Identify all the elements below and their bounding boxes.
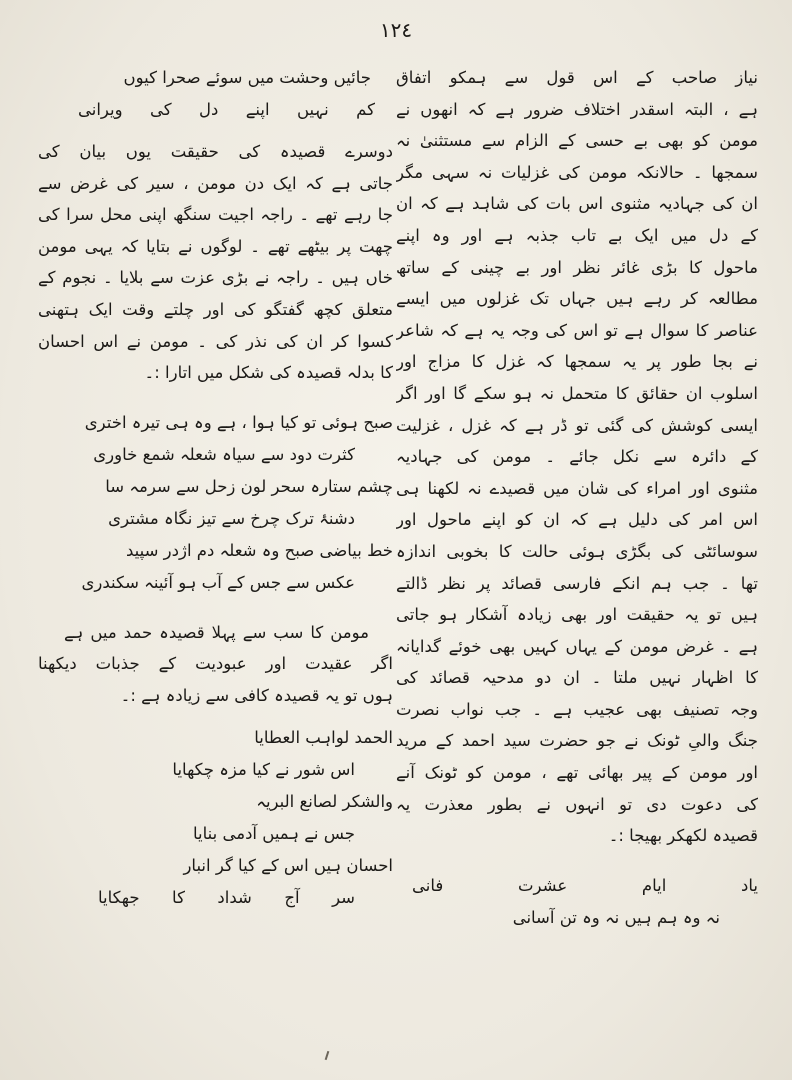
right-column: [396, 62, 758, 934]
verse-first: الحمد لواہب العطایا: [254, 727, 393, 747]
prose-line: اور مومن کے پیر بھائی تھے ، مومن کو ٹونک آنے: [396, 763, 758, 783]
prose-line: کی دعوت دی تو انہوں نے بطور معذرت یہ: [396, 794, 758, 814]
left-column: [38, 62, 393, 914]
verse-first: احسان ہیں اس کے کیا گر انبار: [183, 855, 393, 875]
verse-second: اس شور نے کیا مزہ چکھایا: [172, 759, 355, 779]
verse-second: کثرت دود سے سیاہ شعلہ شمع خاوری: [93, 444, 355, 464]
prose-line: جا رہے تھے ۔ راجہ اجیت سنگھ اپنی محل سرا کی: [38, 205, 393, 225]
prose-line: مومن کو بھی بے حسی کے الزام سے مستثنیٰ نہ: [396, 131, 758, 151]
verse-first: صبح ہوئی تو کیا ہوا ، ہے وہ ہی تیرہ اختری: [84, 412, 393, 432]
prose-line: مثنوی اور امراء کی شان میں قصیدے نہ لکھنا ہی: [396, 478, 758, 498]
prose-line: ہے ، البتہ اسقدر اختلاف ضرور ہے کہ انھوں نے: [396, 99, 758, 119]
qasida: [38, 407, 393, 599]
verse-second: دشنۂ ترک چرخ سے تیز نگاہ مشتری: [108, 508, 355, 528]
prose-line: اس امر کی دلیل ہے کہ ان کو اپنے ماحول اور: [396, 510, 758, 530]
left-prose-2: [38, 617, 393, 712]
prose-line: کسوا کر ان کی نذر کی ۔ مومن نے اس احسان: [38, 331, 393, 351]
page-number: ۱۲٤: [379, 18, 413, 42]
verse-second: نہ وہ ہم ہیں نہ وہ تن آسانی: [512, 907, 720, 927]
prose-line: چھت پر بیٹھے تھے ۔ لوگوں نے بتایا کہ یہی مومن: [38, 236, 393, 256]
verse-first: والشکر لصانع البریہ: [256, 791, 393, 811]
right-prose: [396, 62, 758, 852]
prose-line: ان کی جہادیہ مثنوی اس بات کی شاہد ہے کہ ان: [396, 194, 758, 214]
prose-line: ماحول کا بڑی غائر نظر اور بے چینی کے ساتھ: [396, 257, 758, 277]
prose-line: نے بجا طور پر یہ سمجھا کہ غزل کا مزاج اور: [396, 352, 758, 372]
left-prose: [38, 136, 393, 389]
prose-line: دوسرے قصیدہ کی حقیقت یوں بیان کی: [38, 142, 393, 161]
prose-line: ایسی کوشش کی گئی تو ڈر ہے کہ غزل ، غزلیت: [396, 415, 758, 435]
hamd: [38, 722, 393, 914]
prose-line: مطالعہ کر رہے ہیں جہاں تک غزلوں میں ایسے: [396, 289, 758, 309]
prose-line: سمجھا ۔ حالانکہ مومن کی غزلیات نہ سہی مگر: [396, 162, 758, 182]
prose-line: تھا ۔ جب ہم انکے فارسی قصائد پر نظر ڈالتے: [396, 573, 758, 593]
prose-line: مومن کا سب سے پہلا قصیدہ حمد میں ہے: [64, 622, 369, 642]
verse-second: عکس سے جس کے آب ہو آئینہ سکندری: [81, 572, 355, 592]
prose-line: اگر عقیدت اور عبودیت کے جذبات دیکھنا: [38, 654, 393, 674]
prose-line: ہے ۔ غرض مومن کے یہاں کہیں بھی خوئے گدایانہ: [396, 636, 758, 656]
prose-line: قصیدہ لکھکر بھیجا :۔: [608, 826, 758, 846]
verse-second: کم نہیں اپنے دل کی ویرانی: [78, 100, 375, 119]
prose-line: متعلق کچھ گفتگو کی اور چلتے وقت ایک ہتھنی: [38, 299, 393, 319]
prose-line: جنگ والیِ ٹونک نے جو حضرت سید احمد کے مرید: [396, 731, 758, 751]
verse-second: جس نے ہمیں آدمی بنایا: [193, 823, 355, 843]
prose-line: وجہ تصنیف بھی عجیب ہے ۔ جب نواب نصرت: [396, 699, 758, 719]
prose-line: اسلوب ان حقائق کا متحمل نہ ہو سکے گا اور اگر: [396, 383, 758, 403]
verse-second: سر آج شداد کا جھکایا: [98, 887, 355, 907]
prose-line: ہیں تو یہ حقیقت اور بھی زیادہ آشکار ہو جاتی: [396, 605, 758, 625]
print-speck: [325, 1051, 330, 1060]
prose-line: عناصر کا سوال ہے تو اس کی وجہ یہ ہے کہ شاعر: [396, 320, 758, 340]
prose-line: کے دل میں ایک بے تاب جذبہ ہے اور وہ اپنے: [396, 225, 758, 245]
prose-line: کے دائرہ سے نکل جائے ۔ مومن کی جہادیہ: [396, 447, 758, 467]
couplet: [38, 62, 393, 126]
verse-first: جائیں وحشت میں سوئے صحرا کیوں: [123, 68, 371, 87]
prose-line: ہوں تو یہ قصیدہ کافی سے زیادہ ہے :۔: [120, 685, 393, 705]
verse-first: خط بیاضی صبح وہ شعلہ دم اژدر سپید: [125, 540, 393, 560]
prose-line: نیاز صاحب کے اس قول سے ہمکو اتفاق: [396, 68, 758, 87]
verse-first: یاد ایام عشرت فانی: [412, 875, 758, 895]
prose-line: کا بدلہ قصیدہ کی شکل میں اتارا :۔: [144, 363, 393, 383]
couplet: [396, 870, 758, 934]
prose-line: جاتی ہے کہ ایک دن مومن ، سیر کی غرض سے: [38, 173, 393, 193]
prose-line: خاں ہیں ۔ راجہ نے بڑی عزت سے بلایا ۔ نجوم کے: [38, 268, 393, 288]
prose-line: کا اظہار نہیں ملتا ۔ ان دو مدحیہ قصائد کی: [396, 668, 758, 688]
verse-first: چشم ستارہ سحر لون زحل سے سرمہ سا: [105, 476, 393, 496]
prose-line: سوسائٹی کی بگڑی ہوئی حالت کا بخوبی اندازہ: [396, 541, 758, 561]
